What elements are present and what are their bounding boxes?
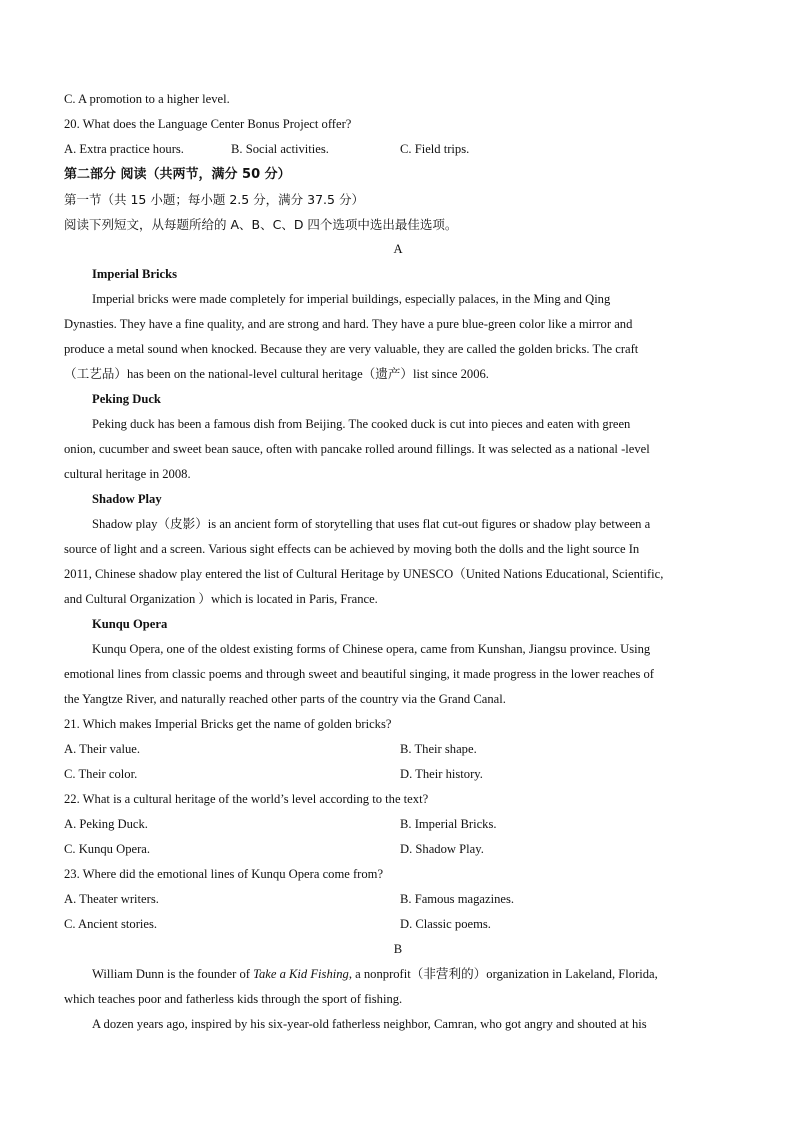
part2-heading: 第二部分 阅读（共两节，满分 50 分） bbox=[64, 167, 291, 182]
passage-b-line-3: A dozen years ago, inspired by his six-year-old fatherless neighbor, Camran, who got angry and shouted at his bbox=[92, 1017, 647, 1031]
q23-options-row-1 bbox=[64, 887, 732, 912]
peking-duck-line-3: cultural heritage in 2008. bbox=[64, 467, 191, 481]
q20-options bbox=[64, 137, 732, 162]
q21-options-row-2 bbox=[64, 762, 732, 787]
passage-b-line-1-start: William Dunn is the founder of bbox=[92, 967, 254, 981]
section-title-imperial-bricks: Imperial Bricks bbox=[92, 267, 178, 281]
passage-b-line-1 bbox=[64, 962, 732, 987]
q22-question: 22. What is a cultural heritage of the world’s level according to the text? bbox=[64, 792, 429, 806]
shadow-play-line-2: source of light and a screen. Various sight effects can be achieved by moving both the dolls and the light source In bbox=[64, 542, 640, 556]
q23-options-row-2 bbox=[64, 912, 732, 937]
kunqu-opera-line-1: Kunqu Opera, one of the oldest existing forms of Chinese opera, came from Kunshan, Jiangsu province. Using bbox=[92, 642, 651, 656]
peking-duck-line-2: onion, cucumber and sweet bean sauce, often with pancake rolled around fillings. It was selected as a national -level bbox=[64, 442, 650, 456]
shadow-play-line-1: Shadow play（皮影）is an ancient form of storytelling that uses flat cut-out figures or shadow play between a bbox=[92, 517, 651, 531]
shadow-play-line-3: 2011, Chinese shadow play entered the list of Cultural Heritage by UNESCO（United Nations Educational, Scientific, bbox=[64, 567, 664, 581]
kunqu-opera-line-3: the Yangtze River, and naturally reached other parts of the country via the Grand Canal. bbox=[64, 692, 506, 706]
q22-options-row-2 bbox=[64, 837, 732, 862]
q21-option-c: C. Their color. bbox=[64, 767, 138, 781]
q20-question: 20. What does the Language Center Bonus Project offer? bbox=[64, 117, 352, 131]
q21-option-d: D. Their history. bbox=[400, 767, 483, 781]
q23-option-b: B. Famous magazines. bbox=[400, 892, 515, 906]
q22-option-b: B. Imperial Bricks. bbox=[400, 817, 497, 831]
q21-options-row-1 bbox=[64, 737, 732, 762]
kunqu-opera-line-2: emotional lines from classic poems and through sweet and beautiful singing, it made progress in the lower reaches of bbox=[64, 667, 654, 681]
section-title-kunqu-opera: Kunqu Opera bbox=[92, 617, 168, 631]
q22-option-d: D. Shadow Play. bbox=[400, 842, 484, 856]
q23-option-c: C. Ancient stories. bbox=[64, 917, 158, 931]
passage-a-label: A bbox=[393, 242, 403, 256]
q21-question: 21. Which makes Imperial Bricks get the name of golden bricks? bbox=[64, 717, 392, 731]
passage-b-label: B bbox=[393, 942, 403, 956]
q20-option-a: A. Extra practice hours. bbox=[64, 142, 184, 156]
imperial-bricks-line-2: Dynasties. They have a fine quality, and are strong and hard. They have a pure blue-green color like a mirror and bbox=[64, 317, 633, 331]
imperial-bricks-line-3: produce a metal sound when knocked. Because they are very valuable, they are called the golden bricks. The craft bbox=[64, 342, 639, 356]
q23-option-d: D. Classic poems. bbox=[400, 917, 491, 931]
q20-option-b: B. Social activities. bbox=[231, 142, 329, 156]
q19-option-c: C. A promotion to a higher level. bbox=[64, 92, 230, 106]
q22-options-row-1 bbox=[64, 812, 732, 837]
imperial-bricks-line-1: Imperial bricks were made completely for imperial buildings, especially palaces, in the Ming and Qing bbox=[92, 292, 611, 306]
passage-b-line-2: which teaches poor and fatherless kids through the sport of fishing. bbox=[64, 992, 403, 1006]
q21-option-a: A. Their value. bbox=[64, 742, 141, 756]
shadow-play-line-4: and Cultural Organization ）which is located in Paris, France. bbox=[64, 592, 378, 606]
q20-option-c: C. Field trips. bbox=[400, 142, 470, 156]
q22-option-c: C. Kunqu Opera. bbox=[64, 842, 151, 856]
organization-name: Take a Kid Fishing bbox=[253, 967, 349, 981]
peking-duck-line-1: Peking duck has been a famous dish from Beijing. The cooked duck is cut into pieces and eaten with green bbox=[92, 417, 631, 431]
q21-option-b: B. Their shape. bbox=[400, 742, 477, 756]
q23-question: 23. Where did the emotional lines of Kunqu Opera come from? bbox=[64, 867, 384, 881]
section-title-peking-duck: Peking Duck bbox=[92, 392, 161, 406]
exam-page bbox=[64, 87, 732, 1037]
section-title-shadow-play: Shadow Play bbox=[92, 492, 162, 506]
section1-heading: 第一节（共 15 小题；每小题 2.5 分，满分 37.5 分） bbox=[64, 192, 364, 207]
imperial-bricks-line-4: （工艺品）has been on the national-level cultural heritage（遗产）list since 2006. bbox=[64, 367, 489, 381]
q22-option-a: A. Peking Duck. bbox=[64, 817, 148, 831]
q23-option-a: A. Theater writers. bbox=[64, 892, 159, 906]
passage-b-line-1-end: , a nonprofit（非营利的）organization in Lakeland, Florida, bbox=[348, 967, 658, 981]
instruction: 阅读下列短文，从每题所给的 A、B、C、D 四个选项中选出最佳选项。 bbox=[64, 217, 458, 232]
